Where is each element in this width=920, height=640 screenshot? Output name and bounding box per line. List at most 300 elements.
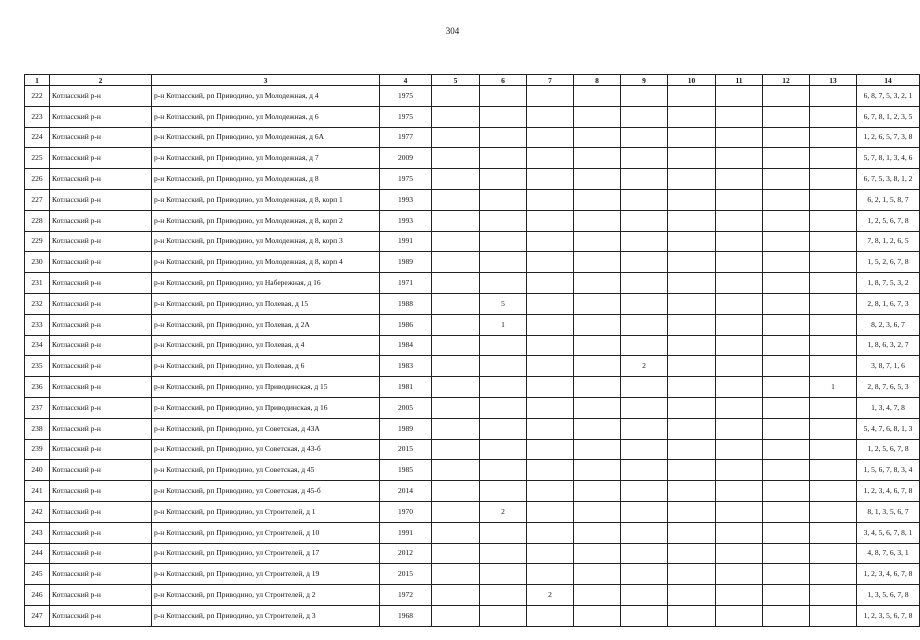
value-cell [527,293,574,314]
address-cell: р-н Котласский, рп Приводино, ул Приводинская, д 16 [152,397,380,418]
address-cell: р-н Котласский, рп Приводино, ул Советская, д 45-б [152,481,380,502]
district-cell: Котласский р-н [50,189,152,210]
column-header: 5 [432,75,480,86]
code-list-cell: 1, 2, 5, 6, 7, 8 [857,210,920,231]
value-cell [716,397,763,418]
row-number-cell: 233 [25,314,50,335]
year-cell: 2005 [380,397,432,418]
value-cell [432,585,480,606]
table-row [25,481,920,502]
district-cell: Котласский р-н [50,397,152,418]
value-cell [810,106,857,127]
column-header: 9 [621,75,668,86]
district-cell: Котласский р-н [50,231,152,252]
district-cell: Котласский р-н [50,335,152,356]
value-cell [480,543,527,564]
value-cell [621,335,668,356]
value-cell [763,501,810,522]
value-cell [810,397,857,418]
value-cell [527,481,574,502]
address-cell: р-н Котласский, рп Приводино, ул Строителей, д 2 [152,585,380,606]
column-header: 10 [668,75,716,86]
value-cell [668,106,716,127]
column-header: 6 [480,75,527,86]
value-cell [763,106,810,127]
value-cell [432,439,480,460]
value-cell [480,335,527,356]
value-cell [432,86,480,107]
value-cell [574,543,621,564]
table-row [25,252,920,273]
value-cell [574,106,621,127]
value-cell [621,418,668,439]
value-cell [763,231,810,252]
value-cell [621,293,668,314]
table-row [25,127,920,148]
value-cell [480,481,527,502]
year-cell: 1968 [380,605,432,626]
value-cell [668,481,716,502]
row-number-cell: 247 [25,605,50,626]
code-list-cell: 5, 4, 7, 6, 8, 1, 3 [857,418,920,439]
year-cell: 1985 [380,460,432,481]
value-cell [668,460,716,481]
value-cell [527,356,574,377]
address-cell: р-н Котласский, рп Приводино, ул Советская, д 43-б [152,439,380,460]
value-cell [763,481,810,502]
value-cell [716,335,763,356]
value-cell [763,86,810,107]
value-cell [480,585,527,606]
value-cell [668,377,716,398]
row-number-cell: 235 [25,356,50,377]
value-cell [527,189,574,210]
value-cell [810,169,857,190]
table-row [25,564,920,585]
row-number-cell: 224 [25,127,50,148]
value-cell [668,210,716,231]
value-cell [621,127,668,148]
district-cell: Котласский р-н [50,106,152,127]
value-cell [810,231,857,252]
value-cell [716,231,763,252]
value-cell [810,252,857,273]
table-row [25,189,920,210]
value-cell [763,273,810,294]
column-header: 2 [50,75,152,86]
address-cell: р-н Котласский, рп Приводино, ул Полевая, д 2А [152,314,380,335]
value-cell [810,189,857,210]
header-row [25,75,920,86]
value-cell [716,522,763,543]
value-cell [480,169,527,190]
value-cell [432,335,480,356]
table-body [25,86,920,627]
table-row [25,585,920,606]
code-list-cell: 2, 8, 1, 6, 7, 3 [857,293,920,314]
value-cell [810,148,857,169]
value-cell [668,356,716,377]
code-list-cell: 1, 2, 6, 5, 7, 3, 8 [857,127,920,148]
year-cell: 1972 [380,585,432,606]
table-row [25,210,920,231]
district-cell: Котласский р-н [50,86,152,107]
row-number-cell: 225 [25,148,50,169]
code-list-cell: 1, 2, 3, 4, 6, 7, 8 [857,481,920,502]
value-cell [668,418,716,439]
table-row [25,501,920,522]
row-number-cell: 236 [25,377,50,398]
value-cell [810,585,857,606]
value-cell [810,501,857,522]
district-cell: Котласский р-н [50,169,152,190]
value-cell [480,377,527,398]
code-list-cell: 1, 2, 5, 6, 7, 8 [857,439,920,460]
value-cell [574,585,621,606]
value-cell: 1 [480,314,527,335]
district-cell: Котласский р-н [50,293,152,314]
value-cell [763,522,810,543]
value-cell [763,460,810,481]
value-cell [763,564,810,585]
value-cell [810,481,857,502]
district-cell: Котласский р-н [50,273,152,294]
value-cell [716,585,763,606]
address-cell: р-н Котласский, рп Приводино, ул Молодежная, д 6А [152,127,380,148]
value-cell [763,210,810,231]
value-cell [480,397,527,418]
value-cell [621,585,668,606]
address-cell: р-н Котласский, рп Приводино, ул Набережная, д 16 [152,273,380,294]
value-cell [574,189,621,210]
value-cell [527,148,574,169]
column-header: 12 [763,75,810,86]
value-cell [432,605,480,626]
value-cell [716,356,763,377]
table-row [25,231,920,252]
value-cell [668,335,716,356]
value-cell [574,418,621,439]
value-cell [432,543,480,564]
value-cell: 2 [480,501,527,522]
value-cell [668,273,716,294]
code-list-cell: 1, 2, 3, 4, 6, 7, 8 [857,564,920,585]
value-cell [527,397,574,418]
address-cell: р-н Котласский, рп Приводино, ул Полевая, д 15 [152,293,380,314]
value-cell [621,564,668,585]
value-cell [621,397,668,418]
value-cell [716,148,763,169]
year-cell: 1975 [380,86,432,107]
value-cell [574,439,621,460]
value-cell [763,397,810,418]
value-cell [763,293,810,314]
value-cell [763,189,810,210]
value-cell [716,252,763,273]
row-number-cell: 242 [25,501,50,522]
value-cell [527,460,574,481]
row-number-cell: 238 [25,418,50,439]
address-cell: р-н Котласский, рп Приводино, ул Молодежная, д 7 [152,148,380,169]
value-cell [432,314,480,335]
value-cell [432,356,480,377]
value-cell [810,127,857,148]
value-cell [480,273,527,294]
year-cell: 1983 [380,356,432,377]
value-cell [480,439,527,460]
table-row [25,86,920,107]
value-cell [432,418,480,439]
address-cell: р-н Котласский, рп Приводино, ул Полевая, д 6 [152,356,380,377]
address-cell: р-н Котласский, рп Приводино, ул Советская, д 45 [152,460,380,481]
table-row [25,293,920,314]
value-cell [810,522,857,543]
value-cell [763,148,810,169]
table-row [25,397,920,418]
value-cell [432,522,480,543]
value-cell [621,522,668,543]
year-cell: 1991 [380,231,432,252]
value-cell [480,231,527,252]
row-number-cell: 232 [25,293,50,314]
value-cell [432,106,480,127]
value-cell [621,273,668,294]
value-cell [716,189,763,210]
year-cell: 1975 [380,169,432,190]
value-cell [574,148,621,169]
value-cell [763,335,810,356]
code-list-cell: 1, 5, 2, 6, 7, 8 [857,252,920,273]
value-cell [574,564,621,585]
year-cell: 1986 [380,314,432,335]
value-cell [432,169,480,190]
value-cell [432,564,480,585]
row-number-cell: 227 [25,189,50,210]
value-cell [668,585,716,606]
district-cell: Котласский р-н [50,585,152,606]
code-list-cell: 2, 8, 7, 6, 5, 3 [857,377,920,398]
value-cell [480,210,527,231]
value-cell [668,293,716,314]
year-cell: 1970 [380,501,432,522]
value-cell [716,439,763,460]
address-cell: р-н Котласский, рп Приводино, ул Молодежная, д 6 [152,106,380,127]
value-cell [432,501,480,522]
value-cell: 5 [480,293,527,314]
value-cell [432,481,480,502]
value-cell [716,86,763,107]
value-cell [621,231,668,252]
year-cell: 1993 [380,189,432,210]
value-cell [621,106,668,127]
value-cell [480,564,527,585]
year-cell: 1989 [380,418,432,439]
district-cell: Котласский р-н [50,210,152,231]
value-cell [621,314,668,335]
value-cell [763,605,810,626]
value-cell [527,252,574,273]
value-cell [668,439,716,460]
code-list-cell: 3, 4, 5, 6, 7, 8, 1 [857,522,920,543]
value-cell [574,501,621,522]
table-row [25,335,920,356]
table-row [25,356,920,377]
code-list-cell: 6, 7, 5, 3, 8, 1, 2 [857,169,920,190]
district-cell: Котласский р-н [50,127,152,148]
district-cell: Котласский р-н [50,460,152,481]
row-number-cell: 243 [25,522,50,543]
value-cell [763,377,810,398]
value-cell [763,252,810,273]
value-cell [810,543,857,564]
value-cell [574,127,621,148]
value-cell [527,335,574,356]
row-number-cell: 239 [25,439,50,460]
value-cell [432,377,480,398]
value-cell [716,481,763,502]
address-cell: р-н Котласский, рп Приводино, ул Молодежная, д 4 [152,86,380,107]
value-cell [574,169,621,190]
value-cell [621,439,668,460]
column-header: 8 [574,75,621,86]
register-table [24,74,920,627]
value-cell [668,189,716,210]
value-cell: 2 [527,585,574,606]
year-cell: 1993 [380,210,432,231]
table-row [25,418,920,439]
value-cell [574,377,621,398]
value-cell [810,605,857,626]
code-list-cell: 1, 8, 6, 3, 2, 7 [857,335,920,356]
value-cell [810,273,857,294]
row-number-cell: 229 [25,231,50,252]
value-cell [810,564,857,585]
value-cell [432,127,480,148]
year-cell: 1991 [380,522,432,543]
value-cell [480,522,527,543]
code-list-cell: 1, 8, 7, 5, 3, 2 [857,273,920,294]
value-cell [574,231,621,252]
year-cell: 1971 [380,273,432,294]
value-cell [621,605,668,626]
address-cell: р-н Котласский, рп Приводино, ул Строителей, д 1 [152,501,380,522]
value-cell [621,543,668,564]
value-cell [621,377,668,398]
district-cell: Котласский р-н [50,501,152,522]
year-cell: 2009 [380,148,432,169]
value-cell [716,127,763,148]
page-number: 304 [445,26,460,36]
value-cell: 2 [621,356,668,377]
code-list-cell: 1, 3, 5, 6, 7, 8 [857,585,920,606]
value-cell [574,356,621,377]
code-list-cell: 1, 2, 3, 5, 6, 7, 8 [857,605,920,626]
value-cell [621,481,668,502]
year-cell: 1977 [380,127,432,148]
row-number-cell: 231 [25,273,50,294]
row-number-cell: 237 [25,397,50,418]
value-cell [480,127,527,148]
district-cell: Котласский р-н [50,148,152,169]
value-cell [621,189,668,210]
year-cell: 1981 [380,377,432,398]
value-cell [668,231,716,252]
value-cell [480,148,527,169]
code-list-cell: 4, 8, 7, 6, 3, 1 [857,543,920,564]
value-cell [527,501,574,522]
value-cell [716,501,763,522]
table-row [25,148,920,169]
value-cell [574,293,621,314]
value-cell [480,252,527,273]
code-list-cell: 3, 8, 7, 1, 6 [857,356,920,377]
year-cell: 1988 [380,293,432,314]
value-cell [621,252,668,273]
value-cell [527,439,574,460]
value-cell [432,397,480,418]
value-cell [668,148,716,169]
address-cell: р-н Котласский, рп Приводино, ул Молодежная, д 8, корп 1 [152,189,380,210]
value-cell [763,127,810,148]
address-cell: р-н Котласский, рп Приводино, ул Молодежная, д 8, корп 2 [152,210,380,231]
code-list-cell: 1, 3, 4, 7, 8 [857,397,920,418]
value-cell [763,585,810,606]
value-cell [810,86,857,107]
value-cell [810,460,857,481]
value-cell [432,273,480,294]
value-cell [432,231,480,252]
value-cell [716,273,763,294]
district-cell: Котласский р-н [50,605,152,626]
value-cell [668,564,716,585]
code-list-cell: 6, 2, 1, 5, 8, 7 [857,189,920,210]
column-header: 11 [716,75,763,86]
district-cell: Котласский р-н [50,418,152,439]
value-cell [574,397,621,418]
row-number-cell: 228 [25,210,50,231]
value-cell [527,127,574,148]
value-cell [527,86,574,107]
value-cell [574,210,621,231]
row-number-cell: 230 [25,252,50,273]
value-cell [527,169,574,190]
district-cell: Котласский р-н [50,564,152,585]
address-cell: р-н Котласский, рп Приводино, ул Приводинская, д 15 [152,377,380,398]
value-cell [716,418,763,439]
value-cell [527,273,574,294]
value-cell [432,189,480,210]
value-cell [480,418,527,439]
value-cell [480,86,527,107]
district-cell: Котласский р-н [50,314,152,335]
code-list-cell: 6, 7, 8, 1, 2, 3, 5 [857,106,920,127]
value-cell [668,252,716,273]
value-cell [574,335,621,356]
value-cell: 1 [810,377,857,398]
value-cell [527,106,574,127]
value-cell [810,418,857,439]
code-list-cell: 6, 8, 7, 5, 3, 2, 1 [857,86,920,107]
value-cell [810,314,857,335]
value-cell [810,293,857,314]
table-row [25,439,920,460]
district-cell: Котласский р-н [50,439,152,460]
code-list-cell: 8, 2, 3, 6, 7 [857,314,920,335]
value-cell [432,252,480,273]
value-cell [716,106,763,127]
value-cell [621,501,668,522]
row-number-cell: 244 [25,543,50,564]
